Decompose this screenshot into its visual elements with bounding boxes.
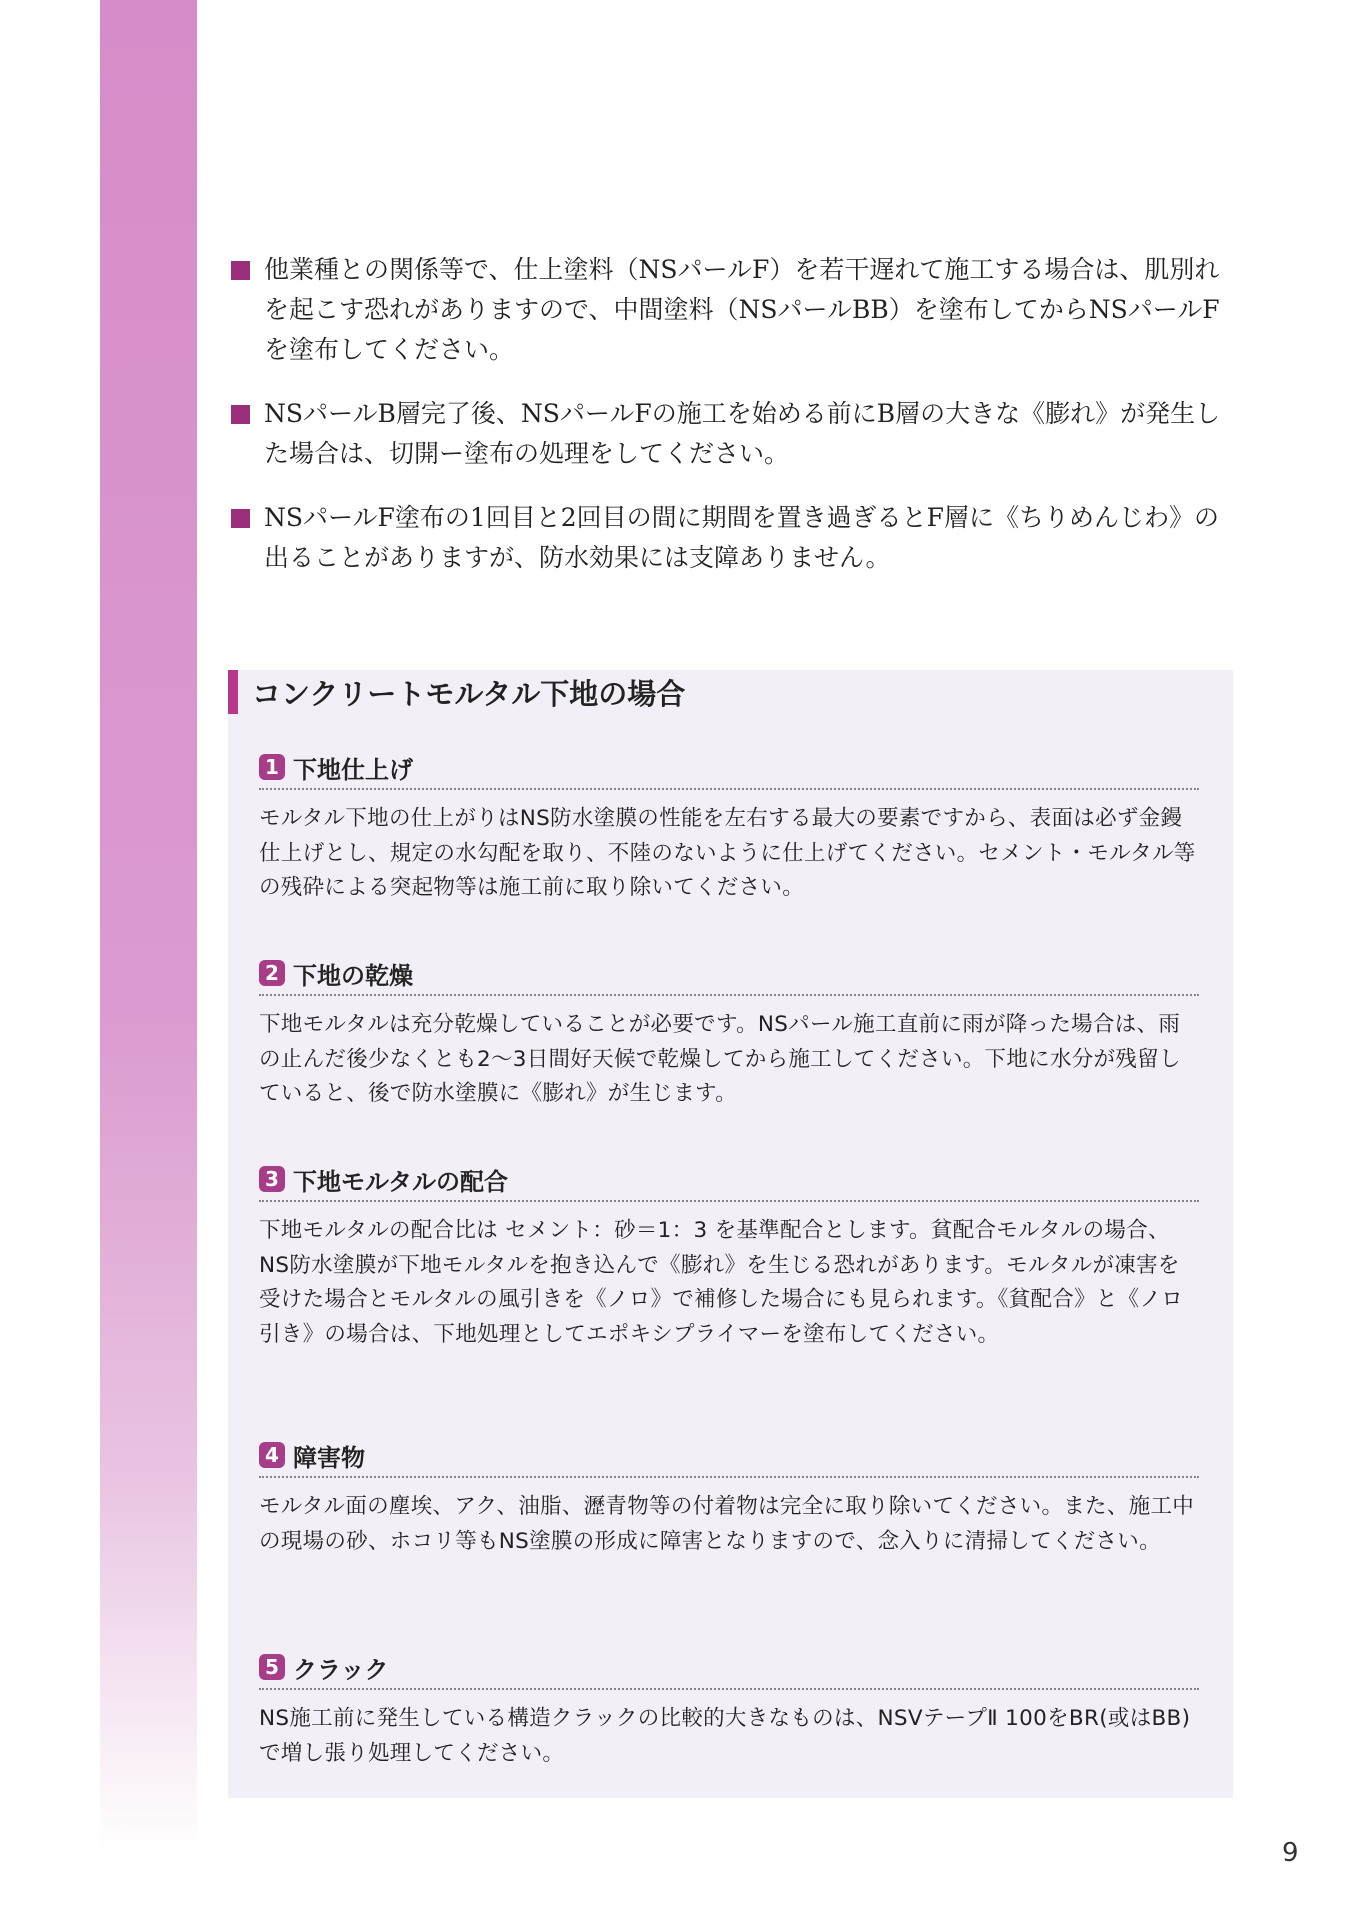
section-number-badge: 5 (259, 1654, 285, 1680)
section-2 (259, 956, 1199, 1112)
section-number-badge: 3 (259, 1166, 285, 1192)
section-header (259, 1162, 1199, 1202)
bullet-item (231, 250, 1241, 370)
section-title: 下地仕上げ (293, 755, 413, 784)
section-1 (259, 750, 1199, 906)
section-header (259, 1650, 1199, 1690)
section-4 (259, 1438, 1199, 1559)
panel-title: コンクリートモルタル下地の場合 (252, 677, 686, 711)
bullet-text: NSパールB層完了後、NSパールFの施工を始める前にB層の大きな《膨れ》が発生した場合は、切開ー塗布の処理をしてください。 (264, 399, 1221, 468)
section-title: 下地の乾燥 (293, 961, 413, 990)
square-bullet-icon (231, 509, 250, 528)
section-header (259, 750, 1199, 790)
section-body: 下地モルタルは充分乾燥していることが必要です。NSパール施工直前に雨が降った場合は、雨の止んだ後少なくとも2〜3日間好天候で乾燥してから施工してください。下地に水分が残留していると、後で防水塗膜に《膨れ》が生じます。 (259, 1012, 1181, 1106)
section-title: クラック (293, 1655, 389, 1684)
square-bullet-icon (231, 405, 250, 424)
panel-title-bar (228, 670, 238, 714)
bullet-item (231, 498, 1241, 578)
concrete-mortar-panel (228, 670, 1233, 1798)
section-body: モルタル面の塵埃、アク、油脂、瀝青物等の付着物は完全に取り除いてください。また、施工中の現場の砂、ホコリ等もNS塗膜の形成に障害となりますので、念入りに清掃してください。 (259, 1494, 1195, 1554)
bullet-list (231, 250, 1241, 602)
section-number-badge: 4 (259, 1442, 285, 1468)
section-5 (259, 1650, 1199, 1771)
section-title: 障害物 (293, 1443, 365, 1472)
square-bullet-icon (231, 261, 250, 280)
bullet-item (231, 394, 1241, 474)
section-body: 下地モルタルの配合比は セメント：砂＝1：3 を基準配合とします。貧配合モルタルの場合、NS防水塗膜が下地モルタルを抱き込んで《膨れ》を生じる恐れがあります。モルタルが凍害を受けた場合とモルタルの風引きを《ノロ》で補修した場合にも見られます。《貧配合》と《ノロ引き》の場合は、下地処理としてエポキシプライマーを塗布してください。 (259, 1218, 1184, 1347)
section-title: 下地モルタルの配合 (293, 1167, 509, 1196)
section-header (259, 956, 1199, 996)
section-body: モルタル下地の仕上がりはNS防水塗膜の性能を左右する最大の要素ですから、表面は必ず金鏝仕上げとし、規定の水勾配を取り、不陸のないように仕上げてください。セメント・モルタル等の残砕による突起物等は施工前に取り除いてください。 (259, 806, 1196, 900)
page-number: 9 (1282, 1838, 1299, 1868)
side-decoration-band (100, 0, 197, 1850)
section-header (259, 1438, 1199, 1478)
section-3 (259, 1162, 1199, 1352)
bullet-text: NSパールF塗布の1回目と2回目の間に期間を置き過ぎるとF層に《ちりめんじわ》の出ることがありますが、防水効果には支障ありません。 (264, 503, 1220, 572)
bullet-text: 他業種との関係等で、仕上塗料（NSパールF）を若干遅れて施工する場合は、肌別れを起こす恐れがありますので、中間塗料（NSパールBB）を塗布してからNSパールFを塗布してください。 (264, 255, 1220, 364)
section-number-badge: 1 (259, 754, 285, 780)
section-number-badge: 2 (259, 960, 285, 986)
section-body: NS施工前に発生している構造クラックの比較的大きなものは、NSVテープⅡ 100をBR(或はBB)で増し張り処理してください。 (259, 1706, 1191, 1766)
